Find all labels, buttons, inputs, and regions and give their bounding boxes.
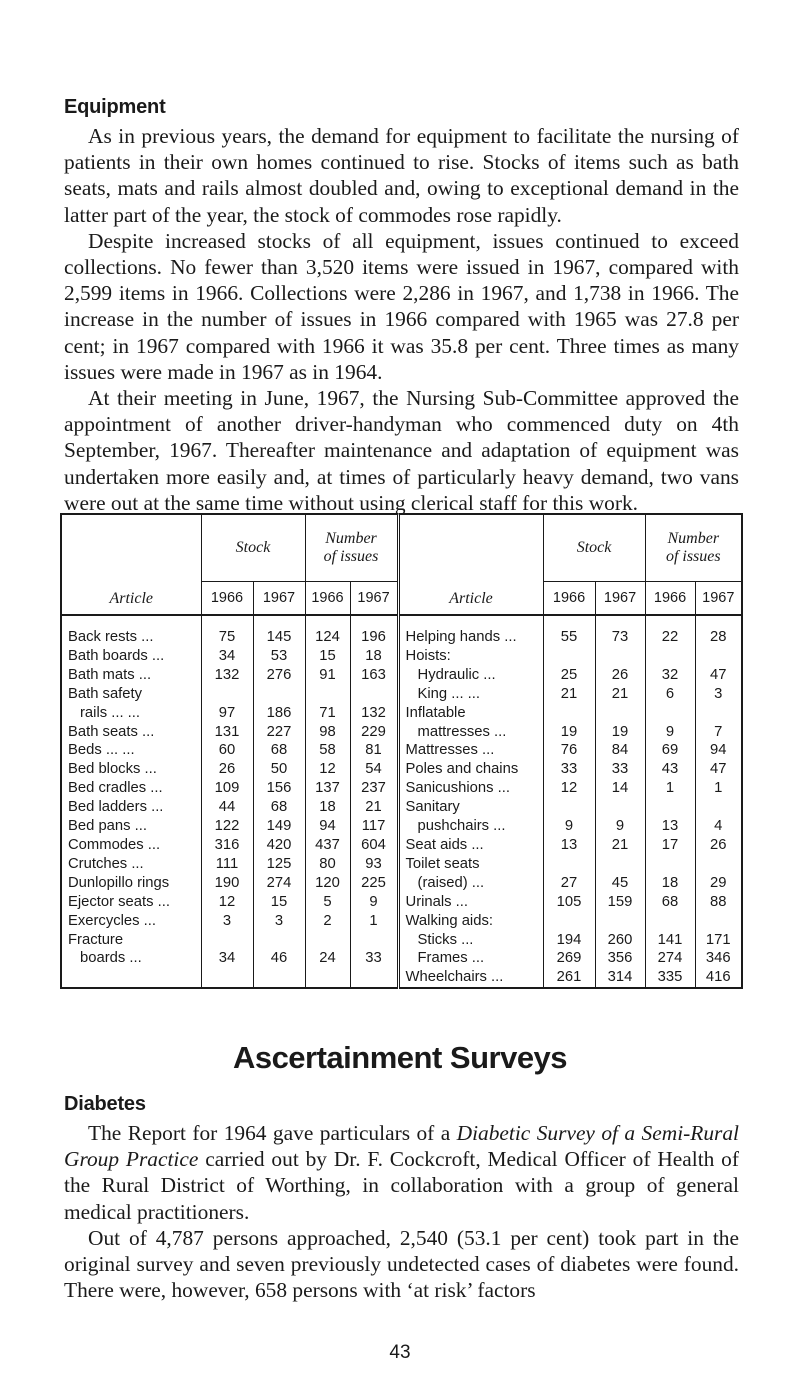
value-cell xyxy=(350,931,398,950)
col-stock-left: Stock xyxy=(201,514,305,582)
value-cell: 33 xyxy=(543,760,595,779)
diabetes-section xyxy=(64,1093,739,1303)
table-row xyxy=(61,685,742,704)
col-article-left: Article xyxy=(109,590,154,607)
value-cell xyxy=(350,968,398,988)
article-cell: Poles and chains xyxy=(398,760,543,779)
col-issues-right-1967: 1967 xyxy=(695,582,742,616)
value-cell: 25 xyxy=(543,666,595,685)
value-cell: 132 xyxy=(201,666,253,685)
survey-title: Diabetic Survey of a Semi-Rural Group Practice xyxy=(64,1121,739,1172)
value-cell: 69 xyxy=(645,741,695,760)
col-issues-left-1967: 1967 xyxy=(350,582,398,616)
value-cell: 26 xyxy=(201,760,253,779)
value-cell: 21 xyxy=(595,836,645,855)
value-cell xyxy=(543,798,595,817)
value-cell: 316 xyxy=(201,836,253,855)
value-cell xyxy=(595,798,645,817)
value-cell xyxy=(201,931,253,950)
issues-left-line1: Number xyxy=(325,530,377,547)
equipment-heading: Equipment xyxy=(64,96,166,118)
equipment-paragraph-3: At their meeting in June, 1967, the Nursing Sub-Committee approved the appointment of another driver-handyman who commenced duty on 4th September, 1967. Thereafter maintenance and adaptation of equipment was undertaken more easily and, at times of particularly heavy demand, two vans were out at the same time without using clerical staff for this work. xyxy=(64,386,739,515)
value-cell: 33 xyxy=(350,949,398,968)
diabetes-heading: Diabetes xyxy=(64,1093,146,1115)
issues-right-line2: of issues xyxy=(665,548,721,565)
value-cell: 190 xyxy=(201,874,253,893)
value-cell: 68 xyxy=(645,893,695,912)
value-cell: 45 xyxy=(595,874,645,893)
value-cell xyxy=(695,855,742,874)
value-cell: 9 xyxy=(543,817,595,836)
article-cell: Sticks ... xyxy=(398,931,543,950)
value-cell: 156 xyxy=(253,779,305,798)
value-cell: 14 xyxy=(595,779,645,798)
value-cell: 18 xyxy=(645,874,695,893)
col-stock-right-1967: 1967 xyxy=(595,582,645,616)
equipment-table-body xyxy=(61,615,742,988)
value-cell: 98 xyxy=(305,723,350,742)
table-row xyxy=(61,760,742,779)
value-cell: 60 xyxy=(201,741,253,760)
value-cell xyxy=(305,968,350,988)
article-cell: Ejector seats ... xyxy=(68,893,170,910)
value-cell: 29 xyxy=(695,874,742,893)
value-cell: 26 xyxy=(695,836,742,855)
article-cell: Bed cradles ... xyxy=(68,780,163,797)
value-cell: 21 xyxy=(543,685,595,704)
article-cell: Bath mats ... xyxy=(68,666,152,683)
equipment-section xyxy=(64,96,739,516)
value-cell xyxy=(305,685,350,704)
value-cell xyxy=(350,685,398,704)
table-row xyxy=(61,893,742,912)
value-cell xyxy=(695,912,742,931)
value-cell: 225 xyxy=(350,874,398,893)
value-cell xyxy=(253,685,305,704)
col-article-right: Article xyxy=(398,514,543,615)
table-row xyxy=(61,874,742,893)
value-cell: 437 xyxy=(305,836,350,855)
value-cell: 68 xyxy=(253,798,305,817)
value-cell: 145 xyxy=(253,615,305,647)
value-cell xyxy=(543,647,595,666)
article-cell: Beds ... ... xyxy=(68,742,135,759)
value-cell: 416 xyxy=(695,968,742,988)
value-cell: 1 xyxy=(645,779,695,798)
article-cell: Bath seats ... xyxy=(68,723,155,740)
value-cell: 120 xyxy=(305,874,350,893)
table-row xyxy=(61,666,742,685)
value-cell: 47 xyxy=(695,760,742,779)
col-issues-left xyxy=(305,514,398,582)
value-cell: 18 xyxy=(305,798,350,817)
value-cell: 105 xyxy=(543,893,595,912)
value-cell: 68 xyxy=(253,741,305,760)
value-cell: 24 xyxy=(305,949,350,968)
value-cell xyxy=(645,855,695,874)
value-cell: 194 xyxy=(543,931,595,950)
value-cell: 76 xyxy=(543,741,595,760)
table-row xyxy=(61,704,742,723)
table-row xyxy=(61,912,742,931)
value-cell: 9 xyxy=(595,817,645,836)
table-row xyxy=(61,949,742,968)
issues-right-line1: Number xyxy=(667,530,720,547)
value-cell: 91 xyxy=(305,666,350,685)
article-cell: Inflatable xyxy=(398,704,543,723)
value-cell xyxy=(595,704,645,723)
col-stock-right: Stock xyxy=(543,514,645,582)
table-row xyxy=(61,798,742,817)
value-cell: 111 xyxy=(201,855,253,874)
article-cell: Commodes ... xyxy=(68,836,161,853)
value-cell: 5 xyxy=(305,893,350,912)
value-cell: 132 xyxy=(350,704,398,723)
value-cell: 109 xyxy=(201,779,253,798)
value-cell: 229 xyxy=(350,723,398,742)
article-cell: Crutches ... xyxy=(68,855,144,872)
value-cell: 163 xyxy=(350,666,398,685)
value-cell: 420 xyxy=(253,836,305,855)
value-cell: 21 xyxy=(595,685,645,704)
table-row xyxy=(61,615,742,647)
value-cell xyxy=(695,704,742,723)
article-cell: Dunlopillo rings xyxy=(68,874,170,891)
equipment-table xyxy=(60,513,743,989)
value-cell: 19 xyxy=(595,723,645,742)
diabetes-paragraph-2: Out of 4,787 persons approached, 2,540 (53.1 per cent) took part in the original survey and seven previously undetected cases of diabetes were found. There were, however, 658 persons with ‘at risk’ factors xyxy=(64,1225,739,1303)
value-cell: 12 xyxy=(201,893,253,912)
value-cell: 94 xyxy=(305,817,350,836)
value-cell: 2 xyxy=(305,912,350,931)
value-cell xyxy=(543,855,595,874)
diabetes-paragraph-1 xyxy=(64,1120,739,1225)
article-cell: Back rests ... xyxy=(68,629,154,645)
value-cell: 12 xyxy=(305,760,350,779)
value-cell: 3 xyxy=(695,685,742,704)
value-cell: 28 xyxy=(695,615,742,647)
value-cell: 26 xyxy=(595,666,645,685)
value-cell: 122 xyxy=(201,817,253,836)
table-row xyxy=(61,931,742,950)
value-cell: 186 xyxy=(253,704,305,723)
table-row xyxy=(61,836,742,855)
value-cell: 93 xyxy=(350,855,398,874)
issues-left-line2: of issues xyxy=(323,548,379,565)
table-row xyxy=(61,855,742,874)
value-cell: 50 xyxy=(253,760,305,779)
article-cell: Seat aids ... xyxy=(398,836,543,855)
article-cell: Bath boards ... xyxy=(68,647,165,664)
value-cell: 159 xyxy=(595,893,645,912)
article-cell: Sanitary xyxy=(398,798,543,817)
article-cell: Bath safety xyxy=(68,685,143,702)
value-cell: 15 xyxy=(305,647,350,666)
article-cell: Mattresses ... xyxy=(398,741,543,760)
col-stock-right-1966: 1966 xyxy=(543,582,595,616)
col-stock-left-1967: 1967 xyxy=(253,582,305,616)
value-cell: 261 xyxy=(543,968,595,988)
value-cell: 124 xyxy=(305,615,350,647)
article-cell: Bed pans ... xyxy=(68,818,147,835)
value-cell: 9 xyxy=(350,893,398,912)
value-cell xyxy=(543,704,595,723)
article-cell: Frames ... xyxy=(398,949,543,968)
value-cell: 27 xyxy=(543,874,595,893)
value-cell: 88 xyxy=(695,893,742,912)
value-cell: 12 xyxy=(543,779,595,798)
article-cell: Wheelchairs ... xyxy=(398,968,543,988)
value-cell xyxy=(595,647,645,666)
value-cell: 6 xyxy=(645,685,695,704)
value-cell: 171 xyxy=(695,931,742,950)
value-cell: 17 xyxy=(645,836,695,855)
value-cell: 137 xyxy=(305,779,350,798)
value-cell xyxy=(201,968,253,988)
value-cell: 356 xyxy=(595,949,645,968)
value-cell: 81 xyxy=(350,741,398,760)
value-cell xyxy=(645,912,695,931)
table-row xyxy=(61,741,742,760)
table-row xyxy=(61,968,742,988)
value-cell xyxy=(695,798,742,817)
article-cell: Hydraulic ... xyxy=(398,666,543,685)
article-cell: Helping hands ... xyxy=(398,615,543,647)
value-cell: 141 xyxy=(645,931,695,950)
value-cell: 276 xyxy=(253,666,305,685)
value-cell: 274 xyxy=(645,949,695,968)
value-cell: 44 xyxy=(201,798,253,817)
value-cell: 32 xyxy=(645,666,695,685)
article-cell: pushchairs ... xyxy=(398,817,543,836)
article-cell: (raised) ... xyxy=(398,874,543,893)
value-cell: 73 xyxy=(595,615,645,647)
value-cell xyxy=(201,685,253,704)
value-cell: 19 xyxy=(543,723,595,742)
col-issues-right xyxy=(645,514,742,582)
table-row xyxy=(61,723,742,742)
value-cell xyxy=(645,704,695,723)
value-cell: 3 xyxy=(253,912,305,931)
value-cell: 71 xyxy=(305,704,350,723)
article-cell: Sanicushions ... xyxy=(398,779,543,798)
value-cell: 34 xyxy=(201,949,253,968)
value-cell xyxy=(253,931,305,950)
article-cell: rails ... ... xyxy=(80,704,141,721)
article-cell: Toilet seats xyxy=(398,855,543,874)
ascertainment-title: Ascertainment Surveys xyxy=(232,1040,568,1075)
value-cell: 18 xyxy=(350,647,398,666)
value-cell: 227 xyxy=(253,723,305,742)
value-cell: 1 xyxy=(695,779,742,798)
value-cell: 84 xyxy=(595,741,645,760)
value-cell: 196 xyxy=(350,615,398,647)
value-cell: 13 xyxy=(543,836,595,855)
value-cell: 46 xyxy=(253,949,305,968)
value-cell xyxy=(595,912,645,931)
value-cell: 237 xyxy=(350,779,398,798)
value-cell xyxy=(695,647,742,666)
value-cell: 117 xyxy=(350,817,398,836)
value-cell: 21 xyxy=(350,798,398,817)
value-cell: 346 xyxy=(695,949,742,968)
article-cell: Exercycles ... xyxy=(68,912,156,929)
value-cell: 131 xyxy=(201,723,253,742)
value-cell: 43 xyxy=(645,760,695,779)
equipment-paragraph-1: As in previous years, the demand for equipment to facilitate the nursing of patients in their own homes continued to rise. Stocks of items such as bath seats, mats and rails almost doubled and, owing to exceptional demand in the latter part of the year, the stock of commodes rose rapidly. xyxy=(64,124,739,227)
article-cell: Hoists: xyxy=(398,647,543,666)
value-cell: 9 xyxy=(645,723,695,742)
col-stock-left-1966: 1966 xyxy=(201,582,253,616)
value-cell: 47 xyxy=(695,666,742,685)
value-cell xyxy=(645,647,695,666)
table-row xyxy=(61,817,742,836)
article-cell: Urinals ... xyxy=(398,893,543,912)
value-cell: 33 xyxy=(595,760,645,779)
value-cell xyxy=(543,912,595,931)
value-cell: 1 xyxy=(350,912,398,931)
article-cell: Bed ladders ... xyxy=(68,799,164,816)
value-cell: 149 xyxy=(253,817,305,836)
value-cell: 3 xyxy=(201,912,253,931)
value-cell: 125 xyxy=(253,855,305,874)
equipment-paragraph-2: Despite increased stocks of all equipment, issues continued to exceed collections. No fewer than 3,520 items were issued in 1967, compared with 2,599 items in 1966. Collections were 2,286 in 1967, and 1,738 in 1966. The increase in the number of issues in 1966 compared with 1965 was 27.8 per cent; in 1967 compared with 1966 it was 35.8 per cent. Three times as many issues were made in 1967 as in 1964. xyxy=(64,228,739,384)
value-cell: 274 xyxy=(253,874,305,893)
value-cell: 54 xyxy=(350,760,398,779)
value-cell: 13 xyxy=(645,817,695,836)
value-cell xyxy=(253,968,305,988)
table-row xyxy=(61,647,742,666)
equipment-table-wrapper xyxy=(60,513,741,989)
value-cell: 269 xyxy=(543,949,595,968)
value-cell: 75 xyxy=(201,615,253,647)
value-cell: 314 xyxy=(595,968,645,988)
value-cell: 34 xyxy=(201,647,253,666)
value-cell: 15 xyxy=(253,893,305,912)
col-issues-left-1966: 1966 xyxy=(305,582,350,616)
value-cell xyxy=(595,855,645,874)
value-cell: 604 xyxy=(350,836,398,855)
table-row xyxy=(61,779,742,798)
value-cell xyxy=(305,931,350,950)
value-cell xyxy=(645,798,695,817)
value-cell: 7 xyxy=(695,723,742,742)
value-cell: 55 xyxy=(543,615,595,647)
value-cell: 97 xyxy=(201,704,253,723)
value-cell: 80 xyxy=(305,855,350,874)
diabetes-p1-end: carried out by Dr. F. Cockcroft, Medical Officer of Health of the Rural District of Worthing, in collaboration with a group of general medical practitioners. xyxy=(64,1147,739,1224)
value-cell: 94 xyxy=(695,741,742,760)
page-number: 43 xyxy=(389,1342,411,1363)
article-cell xyxy=(61,968,201,988)
article-cell: boards ... xyxy=(80,950,142,967)
article-cell: King ... ... xyxy=(398,685,543,704)
value-cell: 53 xyxy=(253,647,305,666)
value-cell: 22 xyxy=(645,615,695,647)
article-cell: Bed blocks ... xyxy=(68,761,157,778)
value-cell: 260 xyxy=(595,931,645,950)
value-cell: 335 xyxy=(645,968,695,988)
article-cell: Walking aids: xyxy=(398,912,543,931)
value-cell: 58 xyxy=(305,741,350,760)
diabetes-p1-start: The Report for 1964 gave particulars of a xyxy=(88,1121,457,1145)
col-issues-right-1966: 1966 xyxy=(645,582,695,616)
article-cell: Fracture xyxy=(68,931,124,948)
article-cell: mattresses ... xyxy=(398,723,543,742)
value-cell: 4 xyxy=(695,817,742,836)
